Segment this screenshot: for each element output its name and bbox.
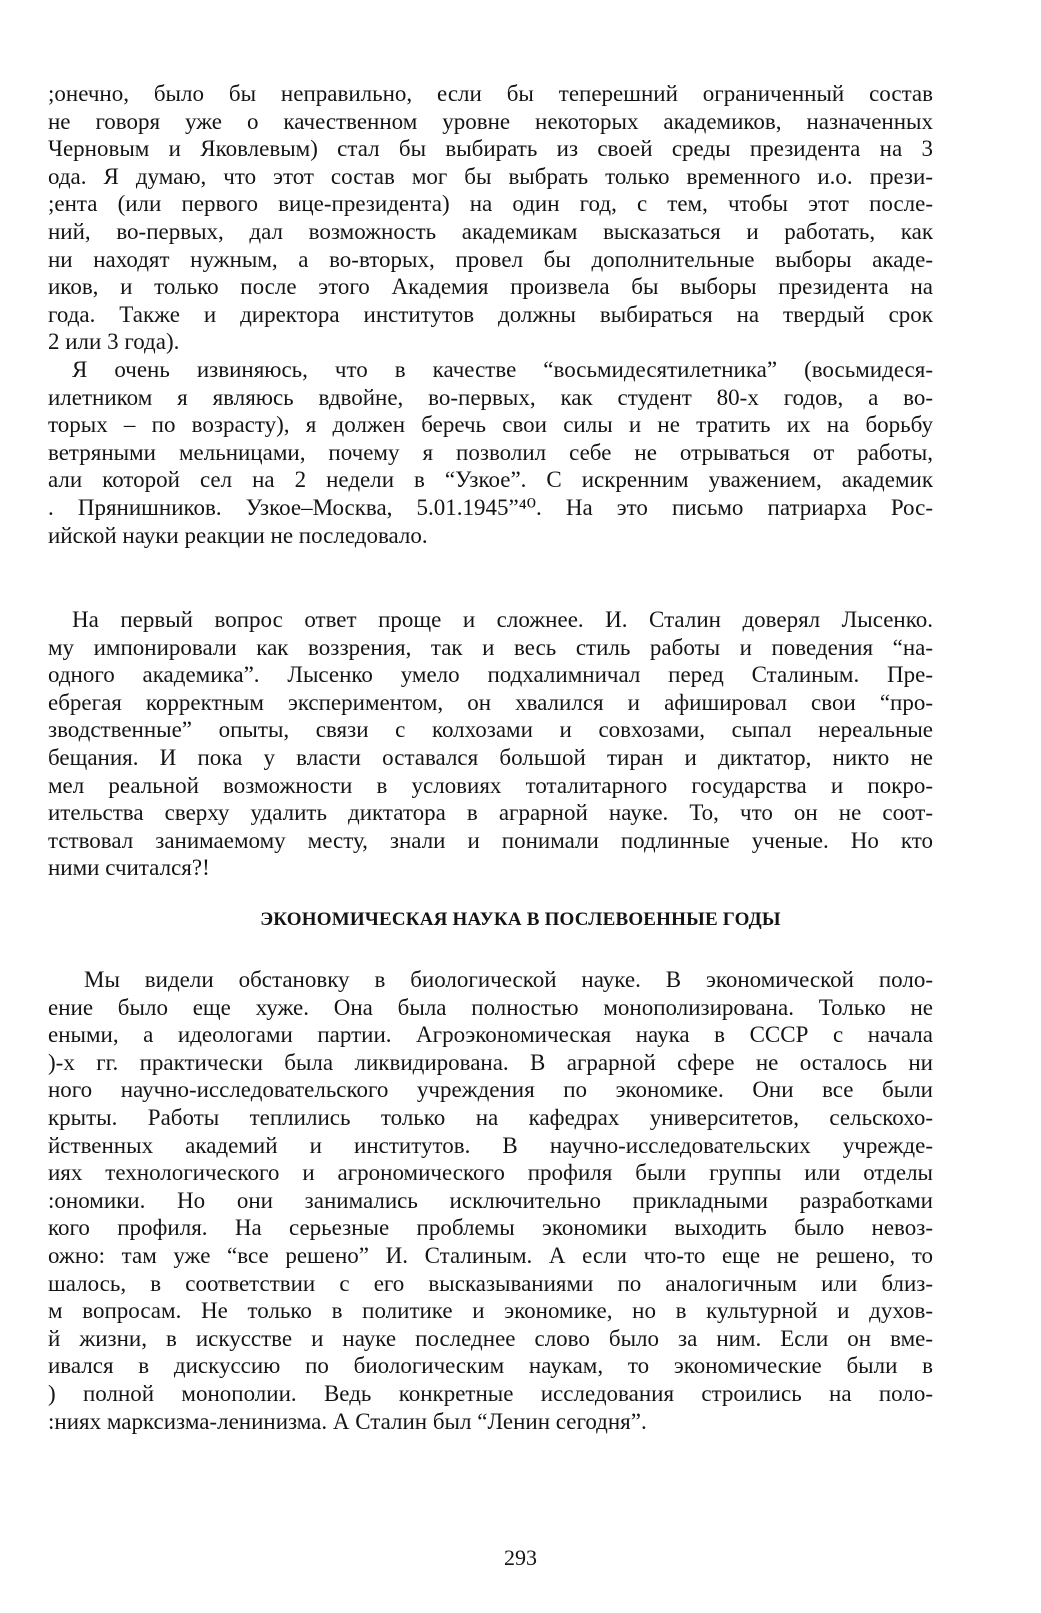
text-line: иях технологического и агрономического профиля были группы или отделы	[48, 1160, 933, 1186]
text-line: ивался в дискуссию по биологическим наукам, то экономические были в	[48, 1353, 933, 1379]
text-line: ний, во-первых, дал возможность академикам высказаться и работать, как	[48, 218, 933, 244]
text-line: На первый вопрос ответ проще и сложнее. И. Сталин доверял Лысенко.	[72, 607, 933, 632]
text-line: крыты. Работы теплились только на кафедрах университетов, сельскохо-	[48, 1104, 933, 1130]
text-line: ними считался?!	[48, 855, 210, 881]
text-line: еными, а идеологами партии. Агроэкономическая наука в СССР с начала	[48, 1022, 933, 1048]
text-line: йственных академий и институтов. В научно-исследовательских учрежде-	[48, 1132, 933, 1158]
text-line: м вопросам. Не только в политике и экономике, но в культурной и духов-	[48, 1298, 933, 1324]
page-number: 293	[504, 1545, 537, 1570]
text-line: года. Также и директора институтов должны выбираться на твердый срок	[48, 301, 933, 327]
text-line: ни находят нужным, а во-вторых, провел бы дополнительные выборы акаде-	[48, 246, 933, 272]
text-line: одного академика”. Лысенко умело подхалимничал перед Сталиным. Пре-	[48, 662, 933, 688]
text-line: ожно: там уже “все решено” И. Сталиным. А если что-то еще не решено, то	[48, 1242, 933, 1268]
text-line: Черновым и Яковлевым) стал бы выбирать из своей среды президента на 3	[48, 136, 933, 162]
text-line: ийской науки реакции не последовало.	[48, 522, 428, 548]
text-line: му импонировали как воззрения, так и весь стиль работы и поведения “на-	[48, 634, 933, 660]
text-line: мел реальной возможности в условиях тоталитарного государства и покро-	[48, 772, 933, 798]
text-line: ветряными мельницами, почему я позволил себе не отрываться от работы,	[48, 439, 933, 465]
section-heading: ЭКОНОМИЧЕСКАЯ НАУКА В ПОСЛЕВОЕННЫЕ ГОДЫ	[260, 909, 781, 930]
text-line: иков, и только после этого Академия произвела бы выборы президента на	[48, 274, 933, 300]
text-line: ение было еще хуже. Она была полностью монополизирована. Только не	[48, 994, 933, 1020]
text-line: ебрегая корректным экспериментом, он хвалился и афишировал свои “про-	[48, 689, 933, 715]
text-line: . Прянишников. Узкое–Москва, 5.01.1945”⁴⁰. На это письмо патриарха Рос-	[48, 494, 933, 520]
text-block-middle	[48, 606, 933, 882]
text-line: шалось, в соответствии с его высказываниями по аналогичным или близ-	[48, 1270, 933, 1296]
text-line: ) полной монополии. Ведь конкретные исследования строились на поло-	[48, 1380, 933, 1406]
text-line: ;онечно, было бы неправильно, если бы теперешний ограниченный состав	[48, 81, 933, 106]
text-block-top	[48, 80, 933, 549]
text-line: Мы видели обстановку в биологической науке. В экономической поло-	[84, 967, 933, 992]
text-line: не говоря уже о качественном уровне некоторых академиков, назначенных	[48, 108, 933, 134]
text-line: :ономики. Но они занимались исключительно прикладными разработками	[48, 1187, 933, 1213]
text-line: бещания. И пока у власти оставался большой тиран и диктатор, никто не	[48, 744, 933, 770]
text-line: тствовал занимаемому месту, знали и понимали подлинные ученые. Но кто	[48, 827, 933, 853]
text-line: 2 или 3 года).	[48, 329, 180, 355]
text-line: :ниях марксизма-ленинизма. А Сталин был “Ленин сегодня”.	[48, 1408, 647, 1434]
text-line: али которой сел на 2 недели в “Узкое”. С искренним уважением, академик	[48, 467, 933, 493]
text-line: зводственные” опыты, связи с колхозами и совхозами, сыпал нереальные	[48, 717, 933, 743]
text-line: торых – по возрасту), я должен беречь свои силы и не тратить их на борьбу	[48, 412, 933, 438]
text-line: илетником я являюсь вдвойне, во-первых, как студент 80-х годов, а во-	[48, 384, 933, 410]
text-line: ного научно-исследовательского учреждения по экономике. Они все были	[48, 1077, 933, 1103]
text-line: )-х гг. практически была ликвидирована. В аграрной сфере не осталось ни	[48, 1049, 933, 1075]
text-line: ода. Я думаю, что этот состав мог бы выбрать только временного и.о. прези-	[48, 163, 933, 189]
text-line: ительства сверху удалить диктатора в аграрной науке. То, что он не соот-	[48, 800, 933, 826]
text-line: й жизни, в искусстве и науке последнее слово было за ним. Если он вме-	[48, 1325, 933, 1351]
text-block-bottom	[48, 966, 933, 1435]
text-line: ;ента (или первого вице-президента) на один год, с тем, чтобы этот после-	[48, 191, 933, 217]
text-line: кого профиля. На серьезные проблемы экономики выходить было невоз-	[48, 1215, 933, 1241]
text-line: Я очень извиняюсь, что в качестве “восьмидесятилетника” (восьмидеся-	[72, 356, 933, 382]
